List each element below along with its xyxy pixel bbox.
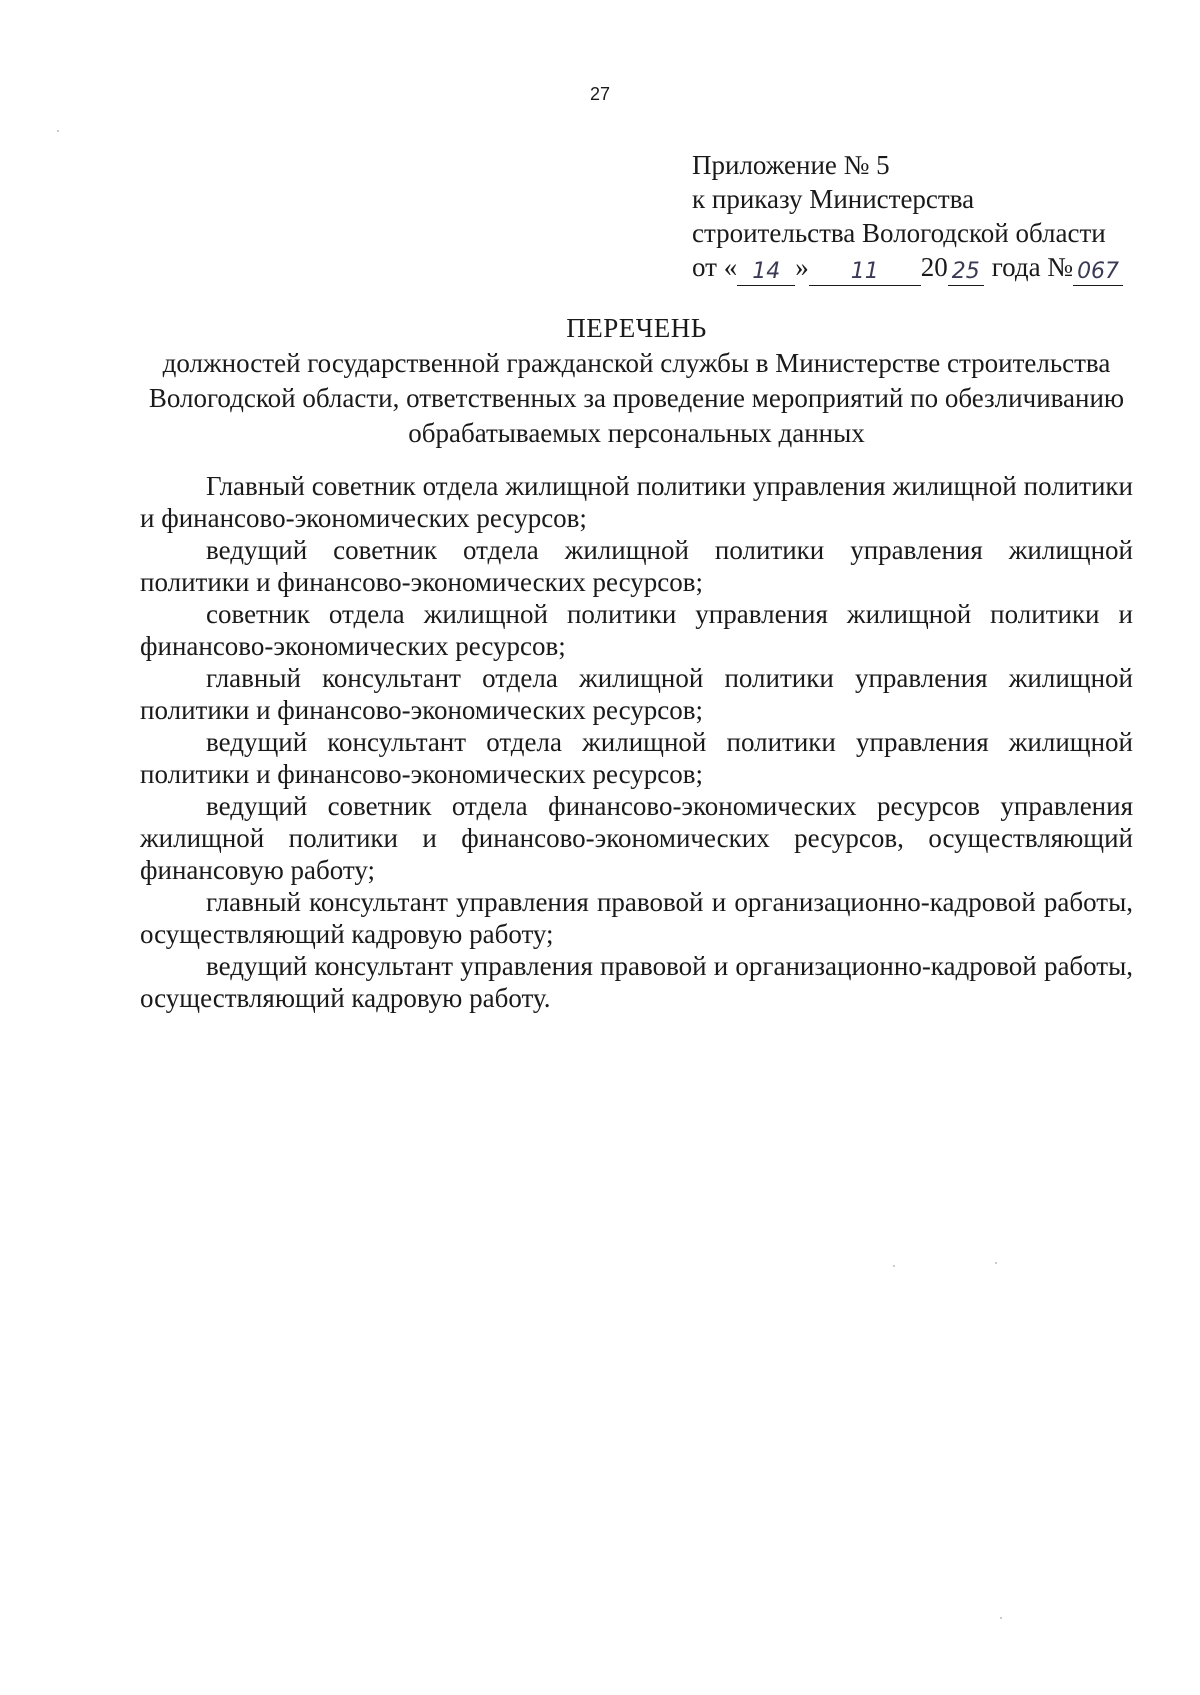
order-date-line <box>692 250 1162 284</box>
date-quote-close: » <box>795 252 809 282</box>
document-subtitle: должностей государственной гражданской службы в Министерстве строительства Вологодской области, ответственных за проведение мероприятий по обезличиванию обрабатываемых персональных данных <box>148 348 1125 448</box>
year-word: года № <box>991 252 1074 282</box>
scan-speck <box>893 1265 895 1267</box>
list-item: советник отдела жилищной политики управления жилищной политики и финансово-экономических ресурсов; <box>140 599 1133 661</box>
list-item: ведущий советник отдела жилищной политики управления жилищной политики и финансово-экономических ресурсов; <box>140 535 1133 597</box>
page-number: 27 <box>589 84 611 104</box>
appendix-order-ref: к приказу Министерства <box>692 184 975 214</box>
list-item: ведущий консультант отдела жилищной политики управления жилищной политики и финансово-экономических ресурсов; <box>140 727 1133 789</box>
handwritten-year: 25 <box>948 259 984 286</box>
list-item: ведущий консультант управления правовой и организационно-кадровой работы, осуществляющий кадровую работу. <box>140 951 1133 1013</box>
document-title: ПЕРЕЧЕНЬ <box>566 313 707 343</box>
handwritten-order-number: 067 <box>1073 259 1123 286</box>
list-item: Главный советник отдела жилищной политики управления жилищной политики и финансово-экономических ресурсов; <box>140 471 1133 533</box>
list-item: главный консультант управления правовой и организационно-кадровой работы, осуществляющий кадровую работу; <box>140 887 1133 949</box>
scan-speck <box>995 1262 997 1264</box>
positions-list <box>140 470 1133 1014</box>
list-item: ведущий советник отдела финансово-экономических ресурсов управления жилищной политики и финансово-экономических ресурсов, осуществляющий финансовую работу; <box>140 791 1133 885</box>
scan-speck <box>1000 1617 1002 1619</box>
date-prefix: от « <box>692 252 738 282</box>
appendix-block <box>692 148 1162 284</box>
handwritten-day: 14 <box>737 259 795 286</box>
year-prefix: 20 <box>920 252 948 282</box>
title-block <box>140 310 1133 451</box>
list-item: главный консультант отдела жилищной политики управления жилищной политики и финансово-экономических ресурсов; <box>140 663 1133 725</box>
scan-speck <box>57 130 59 132</box>
appendix-ministry: строительства Вологодской области <box>692 218 1106 248</box>
appendix-number: Приложение № 5 <box>692 150 890 180</box>
handwritten-month: 11 <box>809 259 921 286</box>
